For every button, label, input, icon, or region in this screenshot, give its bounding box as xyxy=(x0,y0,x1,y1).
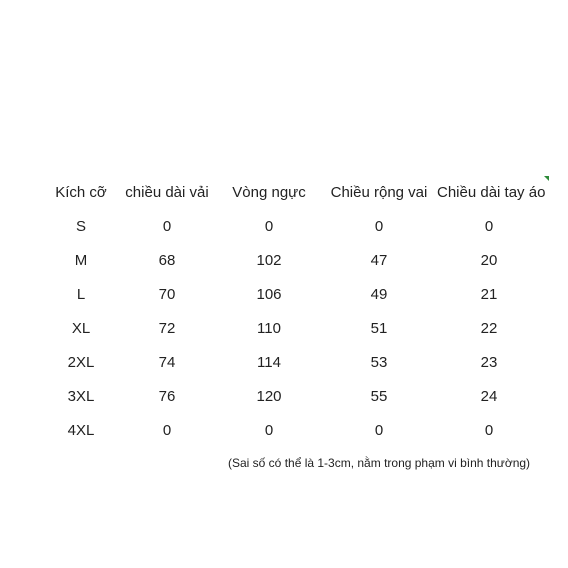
header-fabric-length: chiều dài vải xyxy=(125,183,209,201)
cell-fabric-length: 70 xyxy=(158,285,176,303)
cell-shoulder-width: 51 xyxy=(370,319,388,337)
cell-sleeve-length: 21 xyxy=(480,285,498,303)
table-row xyxy=(45,277,557,311)
table-row xyxy=(45,243,557,277)
cell-shoulder-width: 49 xyxy=(370,285,388,303)
table-row xyxy=(45,379,557,413)
cell-chest: 102 xyxy=(256,251,282,269)
cell-fabric-length: 0 xyxy=(162,421,172,439)
table-row xyxy=(45,345,557,379)
cell-fabric-length: 76 xyxy=(158,387,176,405)
cell-shoulder-width: 0 xyxy=(374,217,384,235)
cell-sleeve-length: 24 xyxy=(480,387,498,405)
table-row xyxy=(45,413,557,447)
cell-sleeve-length: 0 xyxy=(484,217,494,235)
table-row xyxy=(45,311,557,345)
cell-fabric-length: 72 xyxy=(158,319,176,337)
cell-sleeve-length: 20 xyxy=(480,251,498,269)
cell-size: 3XL xyxy=(67,387,95,405)
cell-size: 4XL xyxy=(67,421,95,439)
size-chart-table xyxy=(45,175,557,447)
cell-shoulder-width: 47 xyxy=(370,251,388,269)
header-shoulder-width: Chiều rộng vai xyxy=(330,183,428,201)
cell-shoulder-width: 55 xyxy=(370,387,388,405)
cell-size: S xyxy=(75,217,86,235)
cell-size: XL xyxy=(71,319,91,337)
cell-sleeve-length: 0 xyxy=(484,421,494,439)
cell-shoulder-width: 0 xyxy=(374,421,384,439)
cell-shoulder-width: 53 xyxy=(370,353,388,371)
measurement-tolerance-note: (Sai số có thể là 1-3cm, nằm trong phạm vi bình thường) xyxy=(228,456,531,470)
cell-sleeve-length: 23 xyxy=(480,353,498,371)
cell-sleeve-length: 22 xyxy=(480,319,498,337)
header-chest: Vòng ngực xyxy=(232,183,306,201)
cell-fabric-length: 74 xyxy=(158,353,176,371)
cell-size: M xyxy=(74,251,88,269)
cell-size: 2XL xyxy=(67,353,95,371)
cell-chest: 0 xyxy=(264,421,274,439)
table-row xyxy=(45,209,557,243)
cell-chest: 120 xyxy=(256,387,282,405)
table-header-row xyxy=(45,175,557,209)
cell-chest: 0 xyxy=(264,217,274,235)
cell-size: L xyxy=(76,285,86,303)
cell-chest: 106 xyxy=(256,285,282,303)
cell-fabric-length: 68 xyxy=(158,251,176,269)
header-size: Kích cỡ xyxy=(55,183,107,201)
cell-chest: 114 xyxy=(257,353,281,371)
cell-chest: 110 xyxy=(257,319,281,337)
header-sleeve-length: Chiều dài tay áo xyxy=(437,183,546,201)
cell-fabric-length: 0 xyxy=(162,217,172,235)
